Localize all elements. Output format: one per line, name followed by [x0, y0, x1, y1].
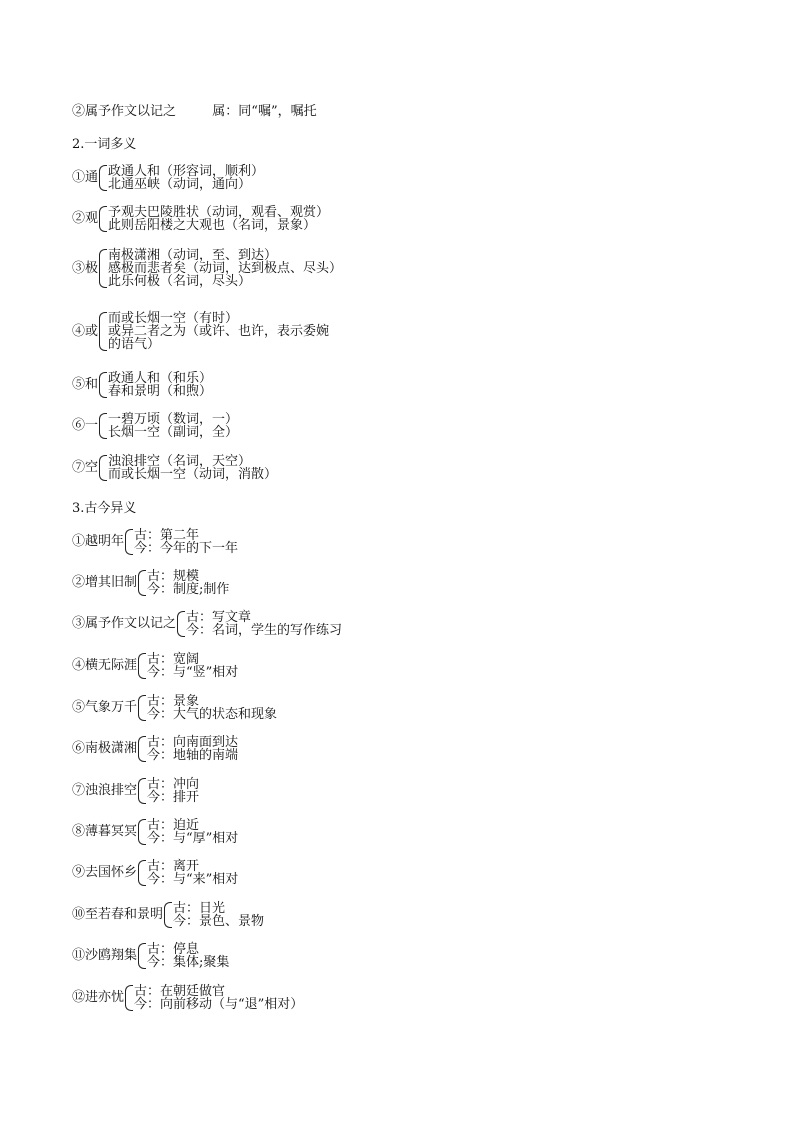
modern-meaning: 今：与“厚”相对: [147, 831, 239, 846]
ancient-modern-word: ①越明年: [72, 534, 125, 549]
ancient-meaning: 古：日光: [173, 901, 226, 916]
polysemy-entry: [72, 312, 329, 351]
polysemy-word: ②观: [72, 211, 99, 226]
ancient-meaning: 古：在朝廷做官: [134, 984, 226, 999]
polysemy-entry: [72, 413, 238, 439]
polysemy-item: 的语气）: [108, 337, 161, 352]
polysemy-item: 长烟一空（副词，全）: [108, 425, 239, 440]
polysemy-item: 此则岳阳楼之大观也（名词，景象）: [108, 218, 317, 233]
ancient-meaning: 古：冲向: [147, 777, 200, 792]
ancient-modern-entry: [72, 985, 303, 1011]
polysemy-item: 或异二者之为（或许、也许，表示委婉: [108, 324, 330, 339]
brace: [99, 249, 107, 288]
top-line: [72, 104, 317, 119]
brace: [138, 860, 146, 886]
modern-meaning: 今：景色、景物: [173, 914, 265, 929]
brace: [138, 653, 146, 679]
ancient-modern-entry: [72, 736, 238, 762]
modern-meaning: 今：向前移动（与“退”相对）: [134, 997, 304, 1012]
modern-meaning: 今：集体;聚集: [147, 955, 230, 970]
polysemy-item: 予观夫巴陵胜状（动词，观看、观赏）: [108, 205, 330, 220]
brace: [138, 819, 146, 845]
brace: [99, 372, 107, 398]
brace: [125, 529, 133, 555]
top-line-explanation: 属：同“嘱”，嘱托: [212, 104, 317, 119]
ancient-modern-word: ⑥南极潇湘: [72, 741, 138, 756]
polysemy-word: ⑥一: [72, 418, 99, 433]
polysemy-item: 南极潇湘（动词，至、到达）: [108, 248, 278, 263]
ancient-modern-entry: [72, 611, 342, 637]
ancient-modern-entry: [72, 902, 264, 928]
brace: [138, 778, 146, 804]
polysemy-item: 北通巫峡（动词，通向）: [108, 177, 252, 192]
modern-meaning: 今：排开: [147, 790, 200, 805]
polysemy-word: ⑦空: [72, 460, 99, 475]
polysemy-item: 一碧万顷（数词，一）: [108, 412, 239, 427]
polysemy-entry: [72, 165, 264, 191]
ancient-meaning: 古：停息: [147, 942, 200, 957]
modern-meaning: 今：与“来”相对: [147, 872, 239, 887]
polysemy-word: ④或: [72, 323, 99, 339]
ancient-meaning: 古：写文章: [186, 610, 252, 625]
ancient-modern-word: ⑦浊浪排空: [72, 783, 138, 798]
modern-meaning: 今：与“竖”相对: [147, 665, 239, 680]
polysemy-item: 浊浪排空（名词，天空）: [108, 454, 252, 469]
ancient-meaning: 古：向南面到达: [147, 735, 239, 750]
ancient-meaning: 古：宽阔: [147, 652, 200, 667]
ancient-modern-word: ②增其旧制: [72, 575, 138, 590]
ancient-modern-word: ⑤气象万千: [72, 700, 138, 715]
polysemy-entry: [72, 455, 277, 481]
brace: [99, 455, 107, 481]
section-heading-ancient-modern: 3.古今异义: [72, 501, 137, 516]
ancient-meaning: 古：离开: [147, 859, 200, 874]
ancient-modern-entry: [72, 943, 229, 969]
polysemy-item: 春和景明（和煦）: [108, 384, 213, 399]
polysemy-item: 而或长烟一空（动词，消散）: [108, 467, 278, 482]
ancient-modern-word: ⑪沙鸥翔集: [72, 948, 138, 963]
ancient-modern-word: ④横无际涯: [72, 658, 138, 673]
polysemy-entry: [72, 206, 329, 232]
ancient-modern-word: ③属予作文以记之: [72, 616, 177, 631]
polysemy-item: 政通人和（形容词，顺利）: [108, 164, 265, 179]
section-heading-polysemy: 2.一词多义: [72, 137, 137, 152]
ancient-modern-entry: [72, 653, 238, 679]
top-line-phrase: ②属予作文以记之: [72, 104, 177, 119]
ancient-meaning: 古：第二年: [134, 528, 200, 543]
ancient-modern-entry: [72, 860, 238, 886]
polysemy-word: ⑤和: [72, 377, 99, 392]
brace: [138, 570, 146, 596]
ancient-modern-entry: [72, 819, 238, 845]
brace: [138, 943, 146, 969]
ancient-meaning: 古：迫近: [147, 818, 200, 833]
brace: [177, 611, 185, 637]
ancient-modern-entry: [72, 778, 199, 804]
ancient-modern-entry: [72, 529, 238, 555]
brace: [99, 206, 107, 232]
brace: [99, 165, 107, 191]
polysemy-word: ①通: [72, 170, 99, 185]
modern-meaning: 今：名词，学生的写作练习: [186, 623, 343, 638]
brace: [99, 413, 107, 439]
polysemy-item: 感极而悲者矣（动词，达到极点、尽头）: [108, 261, 343, 276]
polysemy-entry: [72, 249, 342, 288]
polysemy-item: 此乐何极（名词，尽头）: [108, 274, 252, 289]
polysemy-item: 而或长烟一空（有时）: [108, 311, 239, 326]
modern-meaning: 今：制度;制作: [147, 582, 230, 597]
ancient-modern-word: ⑨去国怀乡: [72, 865, 138, 880]
brace: [125, 985, 133, 1011]
ancient-meaning: 古：规模: [147, 569, 200, 584]
brace: [138, 695, 146, 721]
ancient-modern-word: ⑫进亦忧: [72, 990, 125, 1005]
ancient-modern-entry: [72, 695, 277, 721]
polysemy-item: 政通人和（和乐）: [108, 371, 213, 386]
modern-meaning: 今：地轴的南端: [147, 748, 239, 763]
brace: [138, 736, 146, 762]
ancient-modern-entry: [72, 570, 229, 596]
modern-meaning: 今：今年的下一年: [134, 541, 239, 556]
polysemy-entry: [72, 372, 212, 398]
brace: [99, 312, 107, 351]
ancient-modern-word: ⑩至若春和景明: [72, 907, 164, 922]
ancient-modern-word: ⑧薄暮冥冥: [72, 824, 138, 839]
ancient-meaning: 古：景象: [147, 694, 200, 709]
polysemy-word: ③极: [72, 260, 99, 276]
modern-meaning: 今：大气的状态和现象: [147, 707, 278, 722]
brace: [164, 902, 172, 928]
